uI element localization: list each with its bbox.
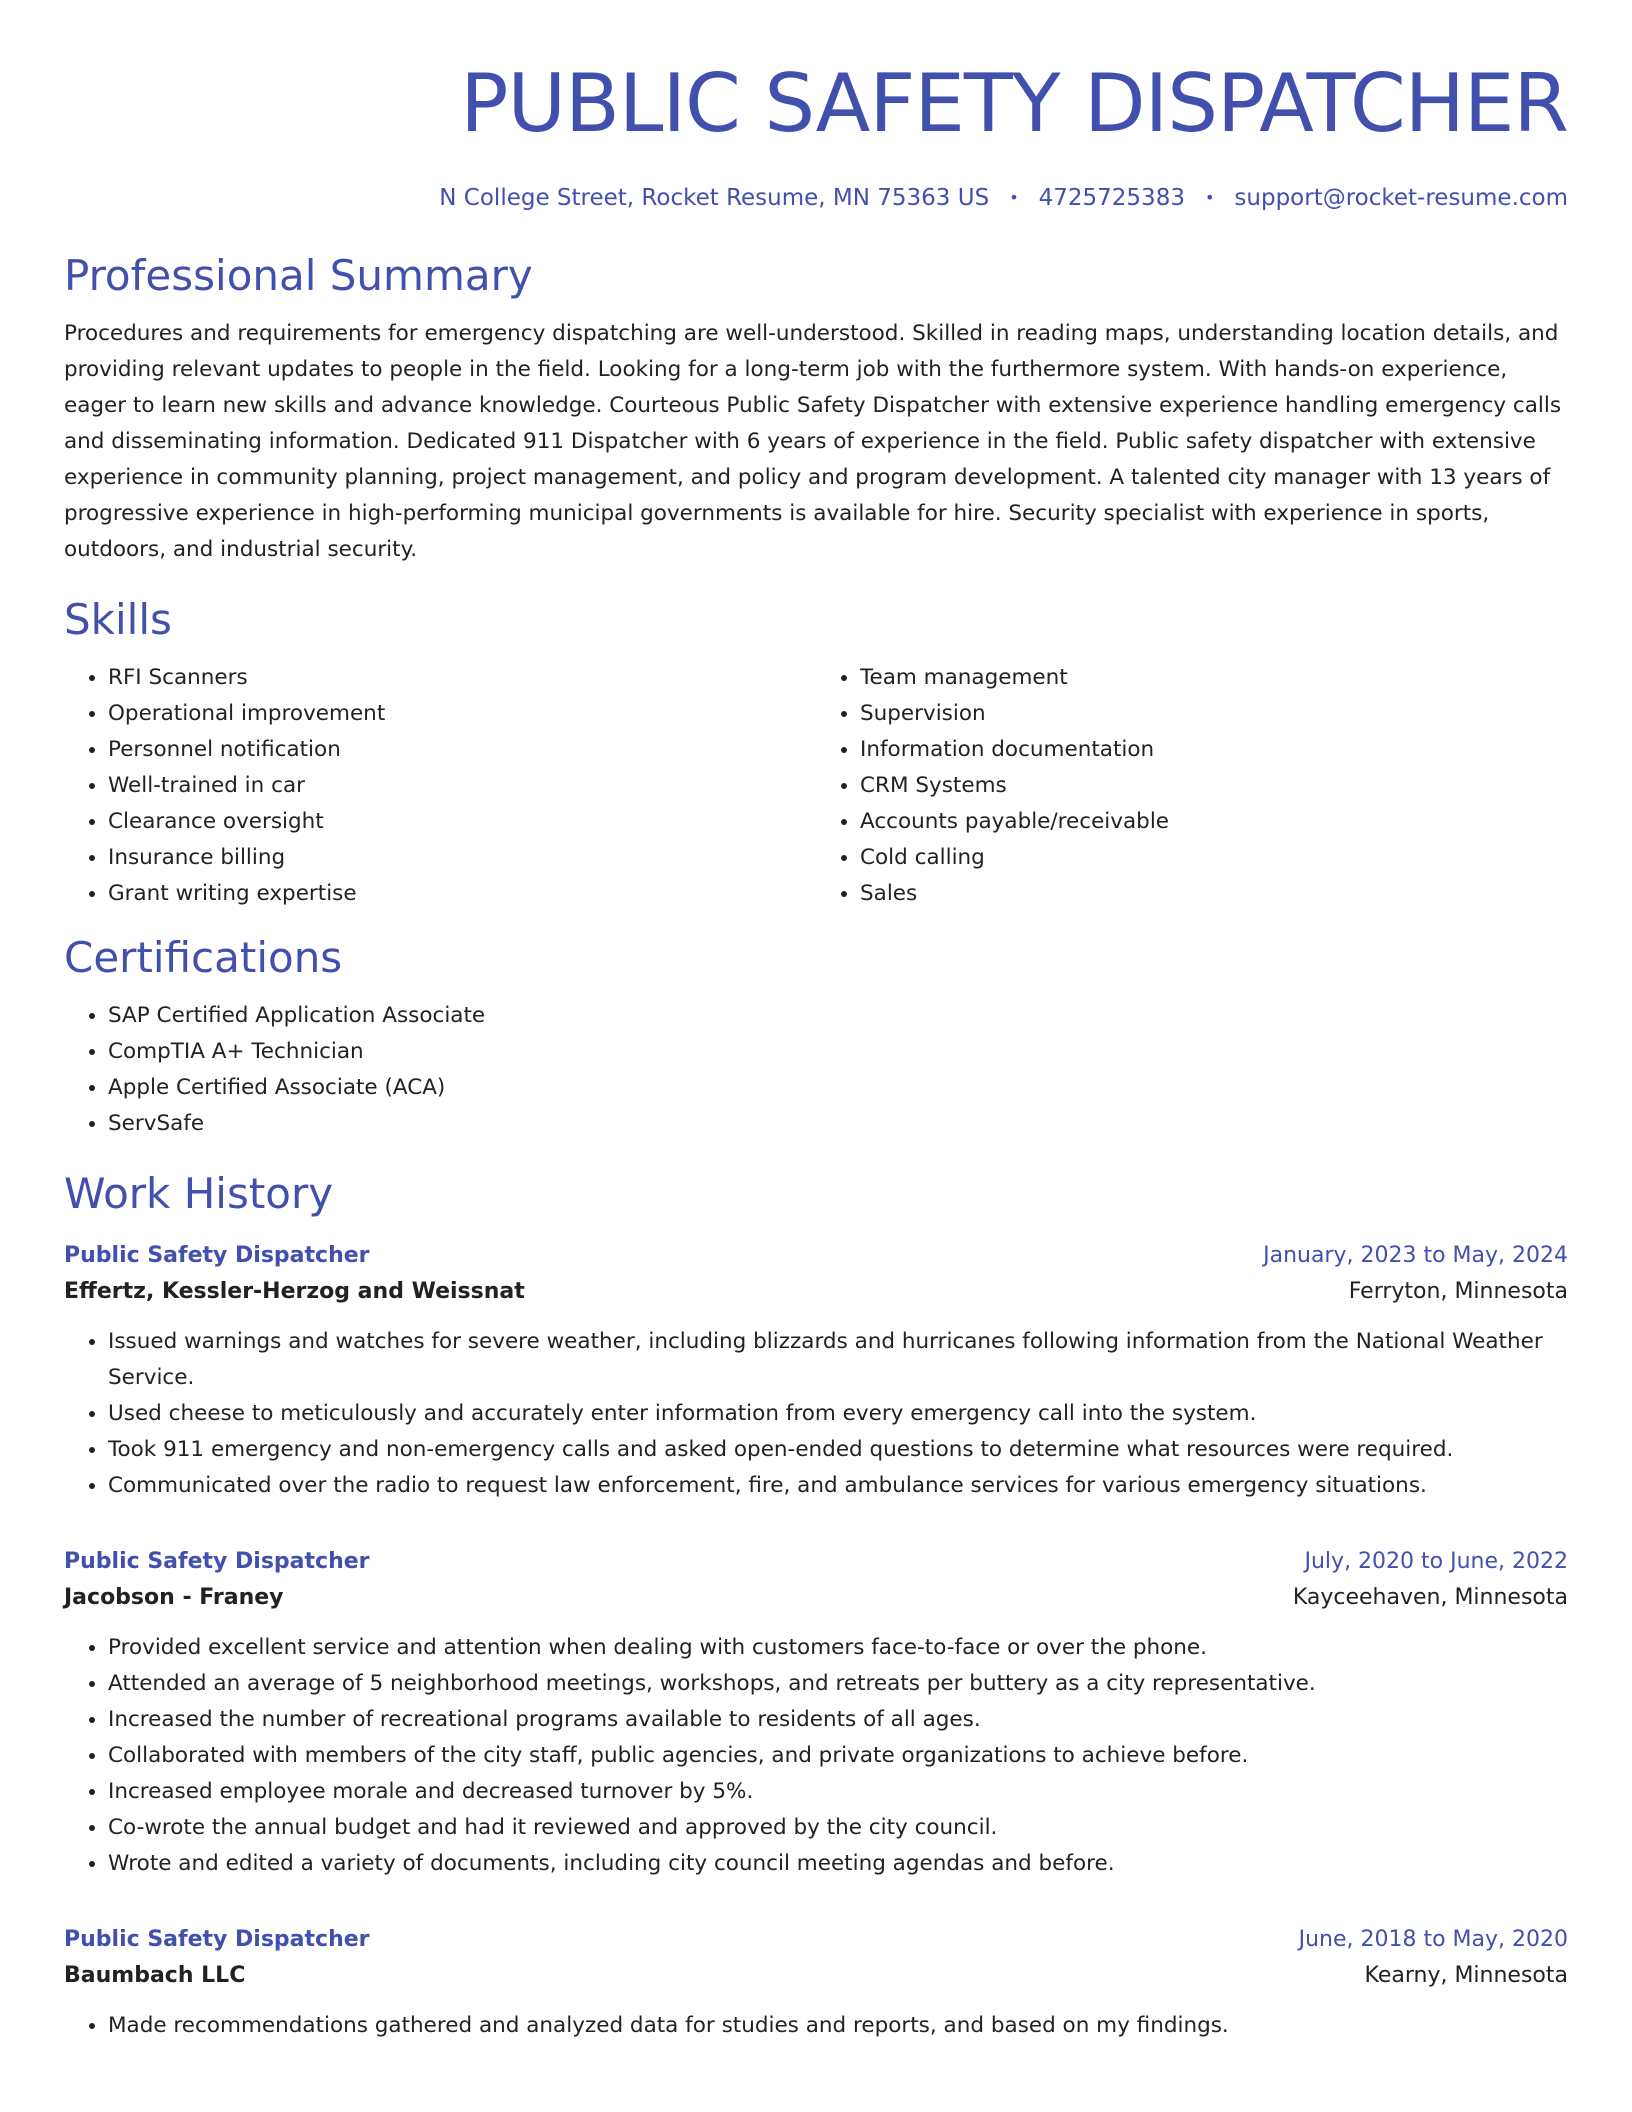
certification-item: • SAP Certified Application Associate xyxy=(108,998,1568,1034)
job-dates: January, 2023 to May, 2024 xyxy=(1263,1243,1568,1268)
work-history-heading: Work History xyxy=(64,1169,334,1218)
skill-item: • Team management xyxy=(860,660,1568,696)
job-dates: June, 2018 to May, 2020 xyxy=(1298,1927,1568,1952)
job-header xyxy=(64,1544,1568,1580)
skill-item: • Insurance billing xyxy=(108,840,816,876)
job-title: Public Safety Dispatcher xyxy=(64,1243,370,1268)
duty-item: • Used cheese to meticulously and accurately enter information from every emergency call into the system. xyxy=(108,1396,1568,1432)
skill-item: • CRM Systems xyxy=(860,768,1568,804)
skills-list xyxy=(64,660,1568,912)
duty-item: • Made recommendations gathered and analyzed data for studies and reports, and based on my findings. xyxy=(108,2008,1568,2044)
job-duties xyxy=(64,1630,1568,1882)
skill-item: • Supervision xyxy=(860,696,1568,732)
duty-item: • Wrote and edited a variety of documents, including city council meeting agendas and before. xyxy=(108,1846,1568,1882)
certification-item: • ServSafe xyxy=(108,1106,1568,1142)
job-duties xyxy=(64,2008,1568,2044)
duty-item: • Attended an average of 5 neighborhood meetings, workshops, and retreats per buttery as a city representative. xyxy=(108,1666,1568,1702)
contact-email[interactable]: support@rocket-resume.com xyxy=(1234,185,1568,211)
contact-separator: • xyxy=(1204,188,1215,207)
job-location: Kayceehaven, Minnesota xyxy=(1292,1585,1568,1610)
skill-item: • Clearance oversight xyxy=(108,804,816,840)
job-title: Public Safety Dispatcher xyxy=(64,1549,370,1574)
duty-item: • Took 911 emergency and non-emergency calls and asked open-ended questions to determine what resources were required. xyxy=(108,1432,1568,1468)
job-header xyxy=(64,1922,1568,1958)
duty-item: • Increased employee morale and decreased turnover by 5%. xyxy=(108,1774,1568,1810)
skill-item: • Accounts payable/receivable xyxy=(860,804,1568,840)
job-entry xyxy=(64,1544,1568,1882)
job-entry xyxy=(64,1238,1568,1504)
duty-item: • Co-wrote the annual budget and had it reviewed and approved by the city council. xyxy=(108,1810,1568,1846)
skill-item: • Well-trained in car xyxy=(108,768,816,804)
contact-address: N College Street, Rocket Resume, MN 75363 US xyxy=(439,185,990,211)
duty-item: • Communicated over the radio to request law enforcement, fire, and ambulance services for various emergency situations. xyxy=(108,1468,1568,1504)
skill-item: • Cold calling xyxy=(860,840,1568,876)
contact-info xyxy=(64,182,1568,214)
duty-item: • Provided excellent service and attention when dealing with customers face-to-face or over the phone. xyxy=(108,1630,1568,1666)
skill-item: • Information documentation xyxy=(860,732,1568,768)
job-employer xyxy=(64,1274,1568,1310)
skill-item: • Grant writing expertise xyxy=(108,876,816,912)
summary-heading: Professional Summary xyxy=(64,251,533,300)
contact-separator: • xyxy=(1009,188,1019,207)
duty-item: • Issued warnings and watches for severe weather, including blizzards and hurricanes following information from the National Weather Service. xyxy=(108,1324,1568,1396)
company-name: Baumbach LLC xyxy=(64,1963,246,1988)
contact-phone: 4725725383 xyxy=(1038,185,1185,211)
job-header xyxy=(64,1238,1568,1274)
skills-column-left xyxy=(64,660,816,912)
certifications-list xyxy=(64,998,1568,1142)
skills-heading: Skills xyxy=(64,595,172,644)
duty-item: • Increased the number of recreational programs available to residents of all ages. xyxy=(108,1702,1568,1738)
skill-item: • Operational improvement xyxy=(108,696,816,732)
duty-item: • Collaborated with members of the city staff, public agencies, and private organizations to achieve before. xyxy=(108,1738,1568,1774)
certifications-heading: Certifications xyxy=(64,933,343,982)
skill-item: • Sales xyxy=(860,876,1568,912)
skill-item: • RFI Scanners xyxy=(108,660,816,696)
job-entry xyxy=(64,1922,1568,2044)
job-dates: July, 2020 to June, 2022 xyxy=(1304,1549,1568,1574)
candidate-name: PUBLIC SAFETY DISPATCHER xyxy=(460,57,1568,150)
company-name: Jacobson - Franey xyxy=(64,1585,284,1610)
company-name: Effertz, Kessler-Herzog and Weissnat xyxy=(64,1279,525,1304)
resume-page xyxy=(64,0,1568,2044)
job-employer xyxy=(64,1958,1568,1994)
skills-column-right xyxy=(816,660,1568,912)
job-employer xyxy=(64,1580,1568,1616)
skill-item: • Personnel notification xyxy=(108,732,816,768)
job-duties xyxy=(64,1324,1568,1504)
certification-item: • Apple Certified Associate (ACA) xyxy=(108,1070,1568,1106)
summary-text: Procedures and requirements for emergency dispatching are well-understood. Skilled in reading maps, understanding location details, and providing relevant updates to people in the field. Looking for a long-term job with the furthermore system. With hands-on experience, eager to learn new skills and advance knowledge. Courteous Public Safety Dispatcher with extensive experience handling emergency calls and disseminating information. Dedicated 911 Dispatcher with 6 years of experience in the field. Public safety dispatcher with extensive experience in community planning, project management, and policy and program development. A talented city manager with 13 years of progressive experience in high-performing municipal governments is available for hire. Security specialist with experience in sports, outdoors, and industrial security. xyxy=(64,321,1562,562)
job-location: Ferryton, Minnesota xyxy=(1348,1279,1568,1304)
job-title: Public Safety Dispatcher xyxy=(64,1927,370,1952)
certification-item: • CompTIA A+ Technician xyxy=(108,1034,1568,1070)
job-location: Kearny, Minnesota xyxy=(1364,1963,1568,1988)
